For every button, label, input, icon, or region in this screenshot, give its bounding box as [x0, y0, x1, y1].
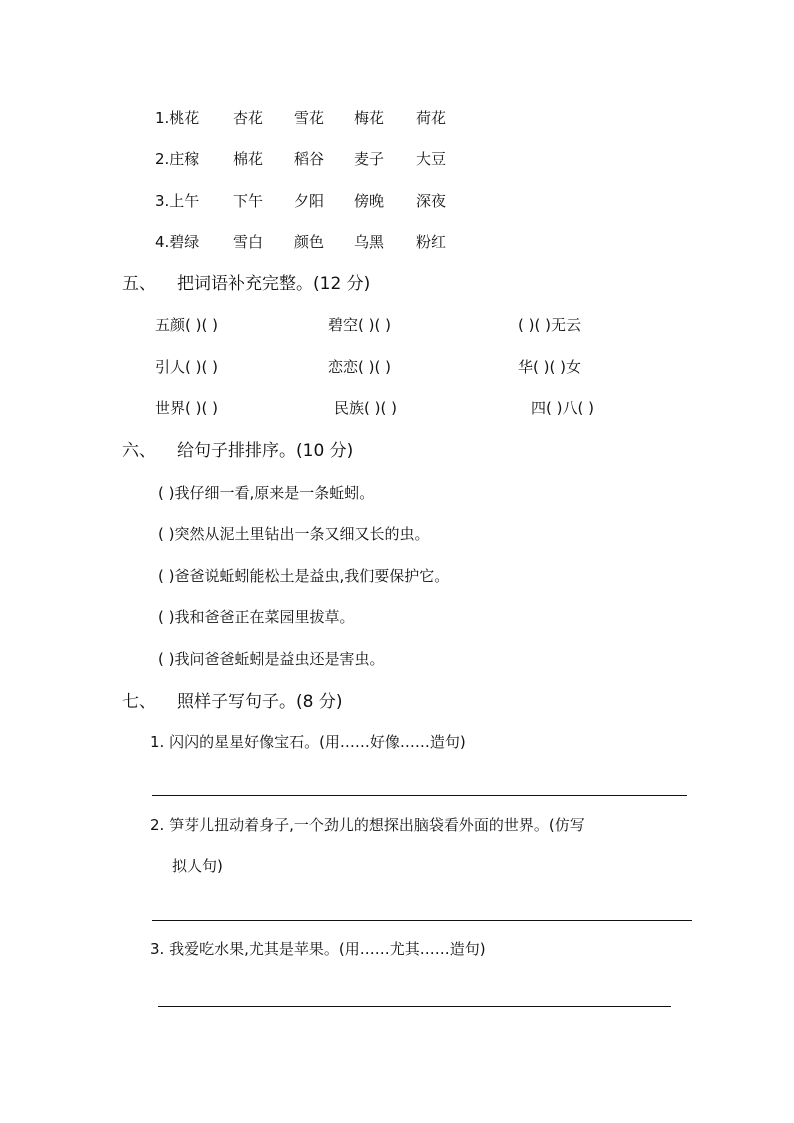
group-3-word-2: 下午 — [233, 192, 264, 210]
idiom-row-1-item-2: 碧空( )( ) — [328, 316, 391, 334]
group-2-word-5: 大豆 — [416, 150, 447, 168]
group-1-word-2: 杏花 — [233, 109, 264, 127]
group-3-word-1: 3.上午 — [155, 192, 200, 210]
group-4-word-4: 乌黑 — [354, 233, 385, 251]
group-4-word-1: 4.碧绿 — [155, 233, 200, 251]
sentence-question-3: 3. 我爱吃水果,尤其是苹果。(用……尤其……造句) — [150, 940, 486, 958]
group-3-word-3: 夕阳 — [294, 192, 325, 210]
section-7-number: 七、 — [122, 692, 156, 712]
ordering-item-4: ( )我和爸爸正在菜园里拔草。 — [158, 608, 355, 626]
group-4-word-2: 雪白 — [233, 233, 264, 251]
idiom-row-1-item-3: ( )( )无云 — [518, 316, 581, 334]
ordering-item-2: ( )突然从泥土里钻出一条又细又长的虫。 — [158, 525, 430, 543]
sentence-question-1: 1. 闪闪的星星好像宝石。(用……好像……造句) — [150, 733, 466, 751]
ordering-item-3: ( )爸爸说蚯蚓能松土是益虫,我们要保护它。 — [158, 567, 450, 585]
idiom-row-2-item-1: 引人( )( ) — [155, 358, 218, 376]
group-1-word-3: 雪花 — [294, 109, 325, 127]
section-7-title: 照样子写句子。(8 分) — [177, 692, 343, 712]
group-2-word-2: 棉花 — [233, 150, 264, 168]
idiom-row-3-item-2: 民族( )( ) — [334, 399, 397, 417]
group-4-word-5: 粉红 — [416, 233, 447, 251]
sentence-question-2-line-1: 2. 笋芽儿扭动着身子,一个劲儿的想探出脑袋看外面的世界。(仿写 — [150, 816, 585, 834]
section-5-title: 把词语补充完整。(12 分) — [177, 274, 371, 294]
answer-line-3[interactable] — [158, 1006, 671, 1007]
group-3-word-4: 傍晚 — [354, 192, 385, 210]
ordering-item-5: ( )我问爸爸蚯蚓是益虫还是害虫。 — [158, 650, 385, 668]
section-5-number: 五、 — [122, 274, 156, 294]
sentence-question-2-line-2: 拟人句) — [172, 857, 223, 875]
group-2-word-4: 麦子 — [354, 150, 385, 168]
idiom-row-3-item-1: 世界( )( ) — [155, 399, 218, 417]
group-2-word-1: 2.庄稼 — [155, 150, 200, 168]
group-1-word-5: 荷花 — [416, 109, 447, 127]
idiom-row-2-item-2: 恋恋( )( ) — [328, 358, 391, 376]
idiom-row-3-item-3: 四( )八( ) — [531, 399, 594, 417]
group-3-word-5: 深夜 — [416, 192, 447, 210]
idiom-row-1-item-1: 五颜( )( ) — [155, 316, 218, 334]
group-2-word-3: 稻谷 — [294, 150, 325, 168]
ordering-item-1: ( )我仔细一看,原来是一条蚯蚓。 — [158, 484, 375, 502]
group-1-word-4: 梅花 — [354, 109, 385, 127]
idiom-row-2-item-3: 华( )( )女 — [518, 358, 581, 376]
section-6-number: 六、 — [122, 441, 156, 461]
answer-line-1[interactable] — [152, 795, 687, 796]
section-6-title: 给句子排排序。(10 分) — [177, 441, 354, 461]
group-1-word-1: 1.桃花 — [155, 109, 200, 127]
group-4-word-3: 颜色 — [294, 233, 325, 251]
answer-line-2[interactable] — [152, 920, 692, 921]
